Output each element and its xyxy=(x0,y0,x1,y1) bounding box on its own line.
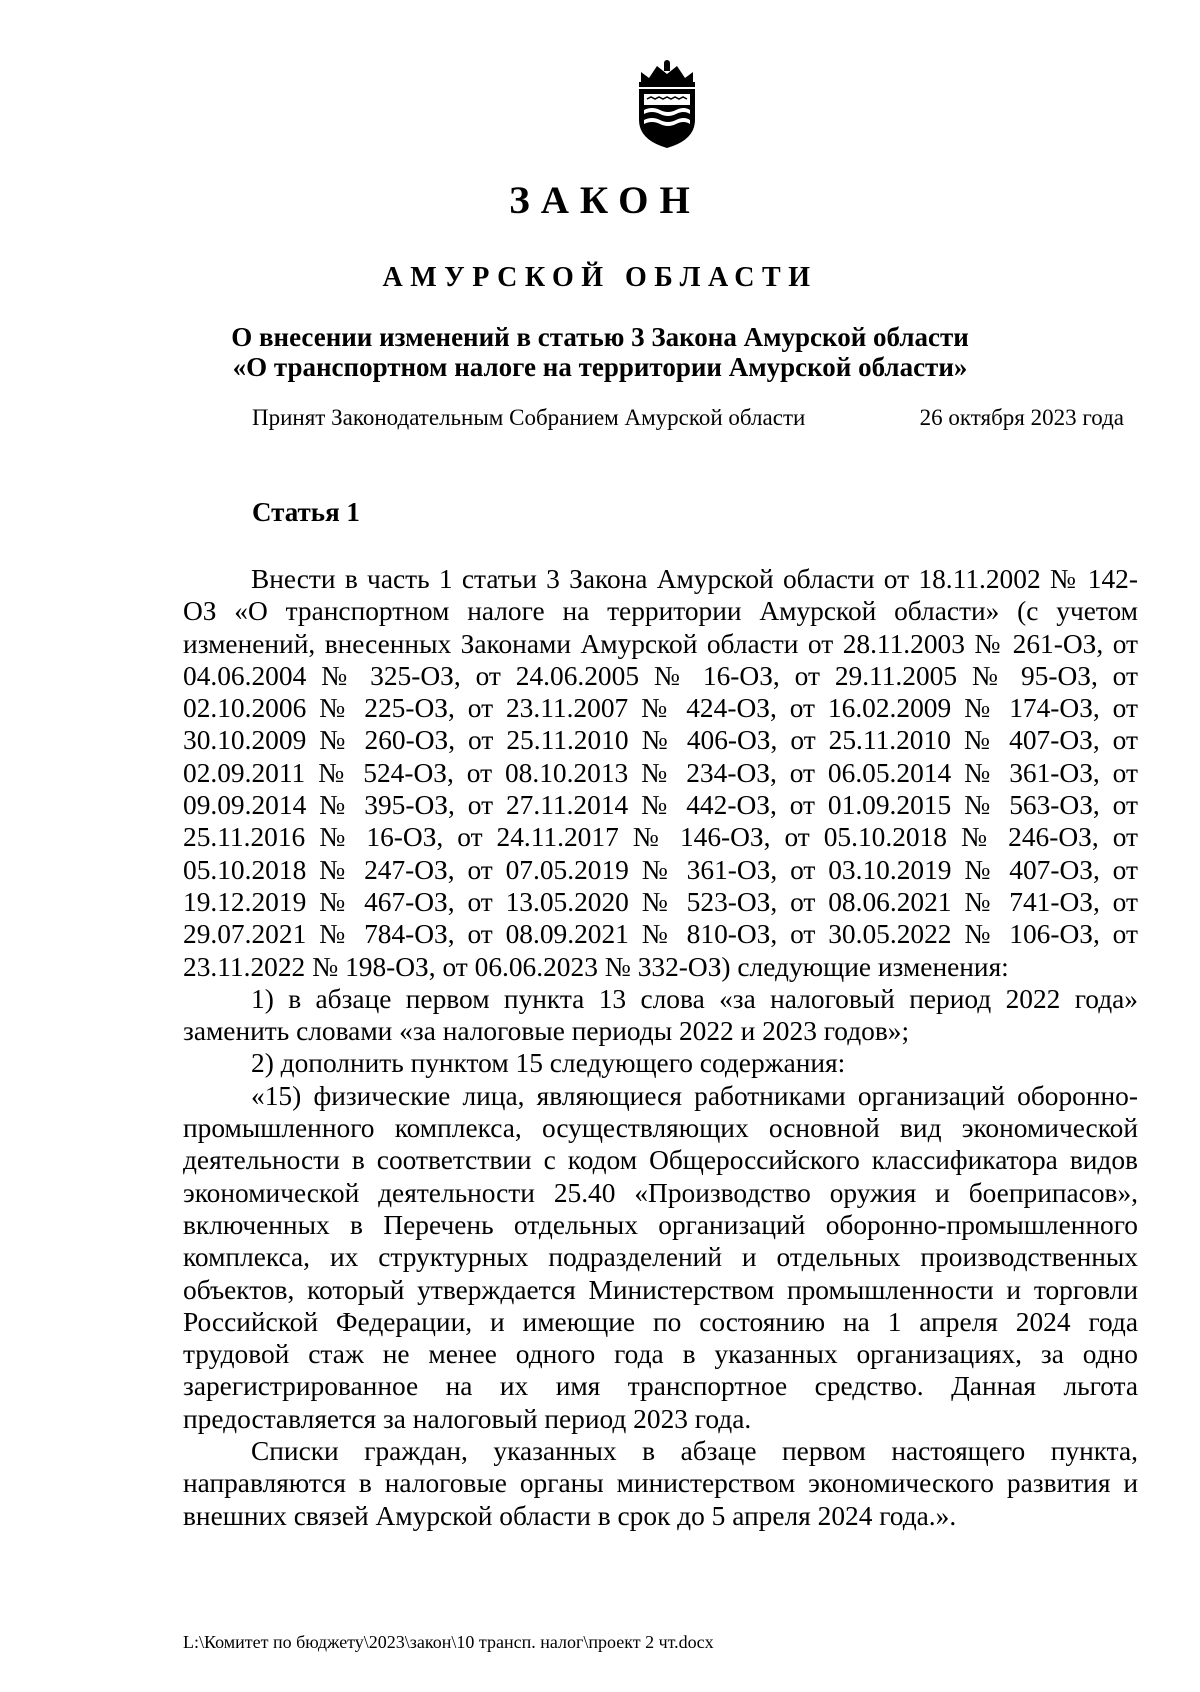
adopted-by: Принят Законодательным Собранием Амурской области xyxy=(252,405,806,430)
paragraph: Списки граждан, указанных в абзаце первом настоящего пункта, направляются в налоговые органы министерством экономического развития и внешних связей Амурской области в срок до 5 апреля 2024 года.». xyxy=(183,1436,1138,1531)
paragraph: 1) в абзаце первом пункта 13 слова «за налоговый период 2022 года» заменить словами «за налоговые периоды 2022 и 2023 годов»; xyxy=(183,983,1138,1047)
coat-of-arms-icon xyxy=(627,58,707,150)
adoption-line xyxy=(252,405,1124,431)
document-type-title: ЗАКОН xyxy=(509,179,701,222)
article-body xyxy=(183,563,1138,1532)
paragraph: Внести в часть 1 статьи 3 Закона Амурской области от 18.11.2002 № 142-ОЗ «О транспортном налоге на территории Амурской области» (с учетом изменений, внесенных Законами Амурской области от 28.11.2003 № 261-ОЗ, от 04.06.2004 № 325-ОЗ, от 24.06.2005 № 16-ОЗ, от 29.11.2005 № 95-ОЗ, от 02.10.2006 № 225-ОЗ, от 23.11.2007 № 424-ОЗ, от 16.02.2009 № 174-ОЗ, от 30.10.2009 № 260-ОЗ, от 25.11.2010 № 406-ОЗ, от 25.11.2010 № 407-ОЗ, от 02.09.2011 № 524-ОЗ, от 08.10.2013 № 234-ОЗ, от 06.05.2014 № 361-ОЗ, от 09.09.2014 № 395-ОЗ, от 27.11.2014 № 442-ОЗ, от 01.09.2015 № 563-ОЗ, от 25.11.2016 № 16-ОЗ, от 24.11.2017 № 146-ОЗ, от 05.10.2018 № 246-ОЗ, от 05.10.2018 № 247-ОЗ, от 07.05.2019 № 361-ОЗ, от 03.10.2019 № 407-ОЗ, от 19.12.2019 № 467-ОЗ, от 13.05.2020 № 523-ОЗ, от 08.06.2021 № 741-ОЗ, от 29.07.2021 № 784-ОЗ, от 08.09.2021 № 810-ОЗ, от 30.05.2022 № 106-ОЗ, от 23.11.2022 № 198-ОЗ, от 06.06.2023 № 332-ОЗ) следующие изменения: xyxy=(183,564,1138,982)
subject-line-2: «О транспортном налоге на территории Амурской области» xyxy=(232,352,968,382)
subject-line-1: О внесении изменений в статью 3 Закона Амурской области xyxy=(231,322,969,352)
region-title: АМУРСКОЙ ОБЛАСТИ xyxy=(382,262,818,293)
article-title: Статья 1 xyxy=(252,497,360,527)
paragraph: «15) физические лица, являющиеся работниками организаций оборонно-промышленного комплекса, осуществляющих основной вид экономической деятельности в соответствии с кодом Общероссийского классификатора видов экономической деятельности 25.40 «Производство оружия и боеприпасов», включенных в Перечень отдельных организаций оборонно-промышленного комплекса, их структурных подразделений и отдельных производственных объектов, который утверждается Министерством промышленности и торговли Российской Федерации, и имеющие по состоянию на 1 апреля 2024 года трудовой стаж не менее одного года в указанных организациях, за одно зарегистрированное на их имя транспортное средство. Данная льгота предоставляется за налоговый период 2023 года. xyxy=(183,1080,1138,1434)
file-path-footer: L:\Комитет по бюджету\2023\закон\10 трансп. налог\проект 2 чт.docx xyxy=(183,1632,714,1652)
adoption-date: 26 октября 2023 года xyxy=(919,405,1124,430)
law-subject xyxy=(0,322,1200,382)
paragraph: 2) дополнить пунктом 15 следующего содержания: xyxy=(251,1048,846,1079)
